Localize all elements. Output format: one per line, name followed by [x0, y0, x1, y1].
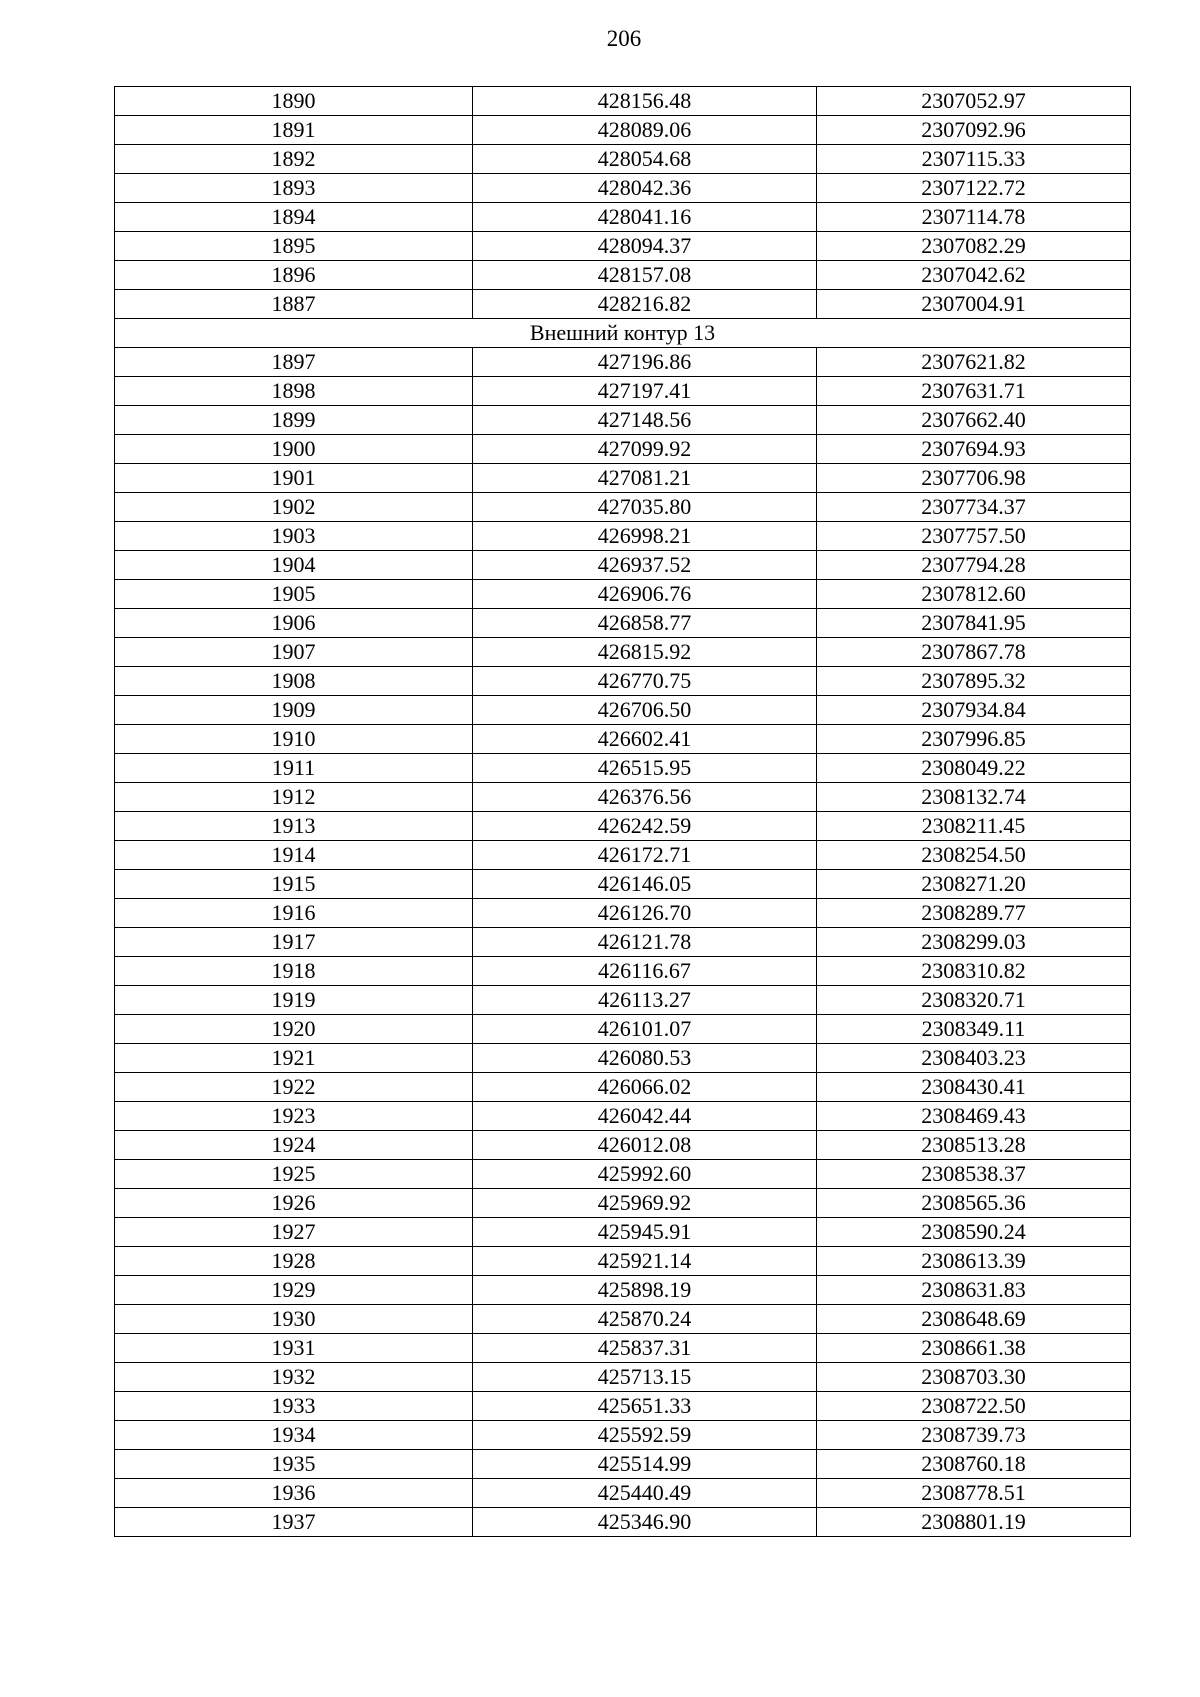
y-coordinate-cell: 2308648.69 [817, 1305, 1131, 1334]
x-coordinate-cell: 426376.56 [473, 783, 817, 812]
point-number-cell: 1901 [115, 464, 473, 493]
y-coordinate-cell: 2308631.83 [817, 1276, 1131, 1305]
y-coordinate-cell: 2308739.73 [817, 1421, 1131, 1450]
x-coordinate-cell: 428094.37 [473, 232, 817, 261]
x-coordinate-cell: 426858.77 [473, 609, 817, 638]
y-coordinate-cell: 2308349.11 [817, 1015, 1131, 1044]
y-coordinate-cell: 2307996.85 [817, 725, 1131, 754]
y-coordinate-cell: 2307734.37 [817, 493, 1131, 522]
y-coordinate-cell: 2308310.82 [817, 957, 1131, 986]
point-number-cell: 1912 [115, 783, 473, 812]
y-coordinate-cell: 2308801.19 [817, 1508, 1131, 1537]
x-coordinate-cell: 428054.68 [473, 145, 817, 174]
x-coordinate-cell: 426066.02 [473, 1073, 817, 1102]
y-coordinate-cell: 2308289.77 [817, 899, 1131, 928]
y-coordinate-cell: 2308271.20 [817, 870, 1131, 899]
table-row [115, 928, 1131, 957]
x-coordinate-cell: 426121.78 [473, 928, 817, 957]
coordinates-table [114, 86, 1131, 1537]
x-coordinate-cell: 428157.08 [473, 261, 817, 290]
y-coordinate-cell: 2308254.50 [817, 841, 1131, 870]
table-row [115, 638, 1131, 667]
point-number-cell: 1903 [115, 522, 473, 551]
table-row [115, 174, 1131, 203]
point-number-cell: 1922 [115, 1073, 473, 1102]
y-coordinate-cell: 2308661.38 [817, 1334, 1131, 1363]
table-row [115, 290, 1131, 319]
table-row [115, 696, 1131, 725]
x-coordinate-cell: 425837.31 [473, 1334, 817, 1363]
point-number-cell: 1909 [115, 696, 473, 725]
x-coordinate-cell: 425514.99 [473, 1450, 817, 1479]
table-row [115, 232, 1131, 261]
table-row [115, 87, 1131, 116]
table-row [115, 783, 1131, 812]
table-row [115, 203, 1131, 232]
x-coordinate-cell: 426126.70 [473, 899, 817, 928]
y-coordinate-cell: 2307004.91 [817, 290, 1131, 319]
point-number-cell: 1908 [115, 667, 473, 696]
table-row [115, 551, 1131, 580]
x-coordinate-cell: 426602.41 [473, 725, 817, 754]
x-coordinate-cell: 427197.41 [473, 377, 817, 406]
point-number-cell: 1925 [115, 1160, 473, 1189]
point-number-cell: 1905 [115, 580, 473, 609]
y-coordinate-cell: 2307757.50 [817, 522, 1131, 551]
point-number-cell: 1898 [115, 377, 473, 406]
y-coordinate-cell: 2308469.43 [817, 1102, 1131, 1131]
y-coordinate-cell: 2307662.40 [817, 406, 1131, 435]
y-coordinate-cell: 2307115.33 [817, 145, 1131, 174]
y-coordinate-cell: 2308722.50 [817, 1392, 1131, 1421]
table-row [115, 1189, 1131, 1218]
x-coordinate-cell: 425440.49 [473, 1479, 817, 1508]
x-coordinate-cell: 426116.67 [473, 957, 817, 986]
point-number-cell: 1910 [115, 725, 473, 754]
y-coordinate-cell: 2307042.62 [817, 261, 1131, 290]
table-row [115, 1450, 1131, 1479]
point-number-cell: 1935 [115, 1450, 473, 1479]
table-row [115, 435, 1131, 464]
table-row [115, 1508, 1131, 1537]
table-row [115, 1102, 1131, 1131]
point-number-cell: 1894 [115, 203, 473, 232]
x-coordinate-cell: 428156.48 [473, 87, 817, 116]
table-row [115, 1015, 1131, 1044]
x-coordinate-cell: 428089.06 [473, 116, 817, 145]
y-coordinate-cell: 2307114.78 [817, 203, 1131, 232]
x-coordinate-cell: 425651.33 [473, 1392, 817, 1421]
x-coordinate-cell: 426242.59 [473, 812, 817, 841]
point-number-cell: 1913 [115, 812, 473, 841]
point-number-cell: 1926 [115, 1189, 473, 1218]
point-number-cell: 1934 [115, 1421, 473, 1450]
table-row [115, 870, 1131, 899]
x-coordinate-cell: 425346.90 [473, 1508, 817, 1537]
point-number-cell: 1900 [115, 435, 473, 464]
x-coordinate-cell: 426101.07 [473, 1015, 817, 1044]
point-number-cell: 1907 [115, 638, 473, 667]
x-coordinate-cell: 426906.76 [473, 580, 817, 609]
y-coordinate-cell: 2308211.45 [817, 812, 1131, 841]
x-coordinate-cell: 428041.16 [473, 203, 817, 232]
point-number-cell: 1917 [115, 928, 473, 957]
y-coordinate-cell: 2307052.97 [817, 87, 1131, 116]
y-coordinate-cell: 2307812.60 [817, 580, 1131, 609]
table-row [115, 812, 1131, 841]
y-coordinate-cell: 2308132.74 [817, 783, 1131, 812]
y-coordinate-cell: 2307122.72 [817, 174, 1131, 203]
point-number-cell: 1914 [115, 841, 473, 870]
point-number-cell: 1929 [115, 1276, 473, 1305]
point-number-cell: 1911 [115, 754, 473, 783]
x-coordinate-cell: 426770.75 [473, 667, 817, 696]
y-coordinate-cell: 2307082.29 [817, 232, 1131, 261]
point-number-cell: 1931 [115, 1334, 473, 1363]
table-row [115, 1044, 1131, 1073]
point-number-cell: 1919 [115, 986, 473, 1015]
point-number-cell: 1887 [115, 290, 473, 319]
y-coordinate-cell: 2307631.71 [817, 377, 1131, 406]
point-number-cell: 1930 [115, 1305, 473, 1334]
section-header-row [115, 319, 1131, 348]
point-number-cell: 1890 [115, 87, 473, 116]
x-coordinate-cell: 425870.24 [473, 1305, 817, 1334]
section-label: Внешний контур 13 [115, 319, 1131, 348]
table-row [115, 348, 1131, 377]
table-row [115, 1276, 1131, 1305]
y-coordinate-cell: 2307092.96 [817, 116, 1131, 145]
x-coordinate-cell: 426815.92 [473, 638, 817, 667]
table-row [115, 580, 1131, 609]
y-coordinate-cell: 2307841.95 [817, 609, 1131, 638]
point-number-cell: 1891 [115, 116, 473, 145]
x-coordinate-cell: 427196.86 [473, 348, 817, 377]
point-number-cell: 1927 [115, 1218, 473, 1247]
point-number-cell: 1904 [115, 551, 473, 580]
x-coordinate-cell: 427099.92 [473, 435, 817, 464]
point-number-cell: 1937 [115, 1508, 473, 1537]
point-number-cell: 1918 [115, 957, 473, 986]
point-number-cell: 1893 [115, 174, 473, 203]
point-number-cell: 1932 [115, 1363, 473, 1392]
x-coordinate-cell: 426113.27 [473, 986, 817, 1015]
point-number-cell: 1897 [115, 348, 473, 377]
y-coordinate-cell: 2308320.71 [817, 986, 1131, 1015]
table-row [115, 1305, 1131, 1334]
table-row [115, 464, 1131, 493]
table-row [115, 986, 1131, 1015]
x-coordinate-cell: 425898.19 [473, 1276, 817, 1305]
x-coordinate-cell: 425713.15 [473, 1363, 817, 1392]
point-number-cell: 1921 [115, 1044, 473, 1073]
x-coordinate-cell: 427035.80 [473, 493, 817, 522]
point-number-cell: 1895 [115, 232, 473, 261]
y-coordinate-cell: 2307867.78 [817, 638, 1131, 667]
x-coordinate-cell: 427081.21 [473, 464, 817, 493]
table-row [115, 522, 1131, 551]
point-number-cell: 1916 [115, 899, 473, 928]
y-coordinate-cell: 2308565.36 [817, 1189, 1131, 1218]
table-row [115, 406, 1131, 435]
x-coordinate-cell: 426042.44 [473, 1102, 817, 1131]
point-number-cell: 1924 [115, 1131, 473, 1160]
y-coordinate-cell: 2308613.39 [817, 1247, 1131, 1276]
table-row [115, 1218, 1131, 1247]
y-coordinate-cell: 2308049.22 [817, 754, 1131, 783]
table-row [115, 754, 1131, 783]
x-coordinate-cell: 426146.05 [473, 870, 817, 899]
x-coordinate-cell: 426080.53 [473, 1044, 817, 1073]
x-coordinate-cell: 425592.59 [473, 1421, 817, 1450]
point-number-cell: 1915 [115, 870, 473, 899]
point-number-cell: 1902 [115, 493, 473, 522]
table-row [115, 1479, 1131, 1508]
table-row [115, 609, 1131, 638]
x-coordinate-cell: 428216.82 [473, 290, 817, 319]
table-row [115, 261, 1131, 290]
table-row [115, 377, 1131, 406]
y-coordinate-cell: 2308703.30 [817, 1363, 1131, 1392]
x-coordinate-cell: 425992.60 [473, 1160, 817, 1189]
point-number-cell: 1936 [115, 1479, 473, 1508]
y-coordinate-cell: 2307934.84 [817, 696, 1131, 725]
table-row [115, 1247, 1131, 1276]
table-row [115, 1392, 1131, 1421]
y-coordinate-cell: 2308778.51 [817, 1479, 1131, 1508]
y-coordinate-cell: 2307621.82 [817, 348, 1131, 377]
table-row [115, 1421, 1131, 1450]
x-coordinate-cell: 428042.36 [473, 174, 817, 203]
y-coordinate-cell: 2308403.23 [817, 1044, 1131, 1073]
y-coordinate-cell: 2308430.41 [817, 1073, 1131, 1102]
table-row [115, 957, 1131, 986]
y-coordinate-cell: 2307794.28 [817, 551, 1131, 580]
page-number: 206 [606, 26, 642, 51]
point-number-cell: 1928 [115, 1247, 473, 1276]
x-coordinate-cell: 425969.92 [473, 1189, 817, 1218]
x-coordinate-cell: 425945.91 [473, 1218, 817, 1247]
table-row [115, 145, 1131, 174]
table-row [115, 1160, 1131, 1189]
table-row [115, 725, 1131, 754]
y-coordinate-cell: 2308538.37 [817, 1160, 1131, 1189]
y-coordinate-cell: 2308760.18 [817, 1450, 1131, 1479]
table-row [115, 1131, 1131, 1160]
table-row [115, 116, 1131, 145]
x-coordinate-cell: 427148.56 [473, 406, 817, 435]
table-row [115, 667, 1131, 696]
x-coordinate-cell: 425921.14 [473, 1247, 817, 1276]
y-coordinate-cell: 2308513.28 [817, 1131, 1131, 1160]
table-row [115, 493, 1131, 522]
x-coordinate-cell: 426172.71 [473, 841, 817, 870]
point-number-cell: 1896 [115, 261, 473, 290]
y-coordinate-cell: 2308590.24 [817, 1218, 1131, 1247]
y-coordinate-cell: 2307694.93 [817, 435, 1131, 464]
point-number-cell: 1920 [115, 1015, 473, 1044]
coordinates-table-body [115, 87, 1131, 1537]
table-row [115, 1073, 1131, 1102]
table-row [115, 1334, 1131, 1363]
point-number-cell: 1933 [115, 1392, 473, 1421]
table-row [115, 899, 1131, 928]
point-number-cell: 1923 [115, 1102, 473, 1131]
x-coordinate-cell: 426937.52 [473, 551, 817, 580]
x-coordinate-cell: 426706.50 [473, 696, 817, 725]
table-row [115, 1363, 1131, 1392]
y-coordinate-cell: 2307706.98 [817, 464, 1131, 493]
y-coordinate-cell: 2308299.03 [817, 928, 1131, 957]
point-number-cell: 1906 [115, 609, 473, 638]
point-number-cell: 1899 [115, 406, 473, 435]
x-coordinate-cell: 426515.95 [473, 754, 817, 783]
y-coordinate-cell: 2307895.32 [817, 667, 1131, 696]
table-row [115, 841, 1131, 870]
x-coordinate-cell: 426998.21 [473, 522, 817, 551]
point-number-cell: 1892 [115, 145, 473, 174]
x-coordinate-cell: 426012.08 [473, 1131, 817, 1160]
